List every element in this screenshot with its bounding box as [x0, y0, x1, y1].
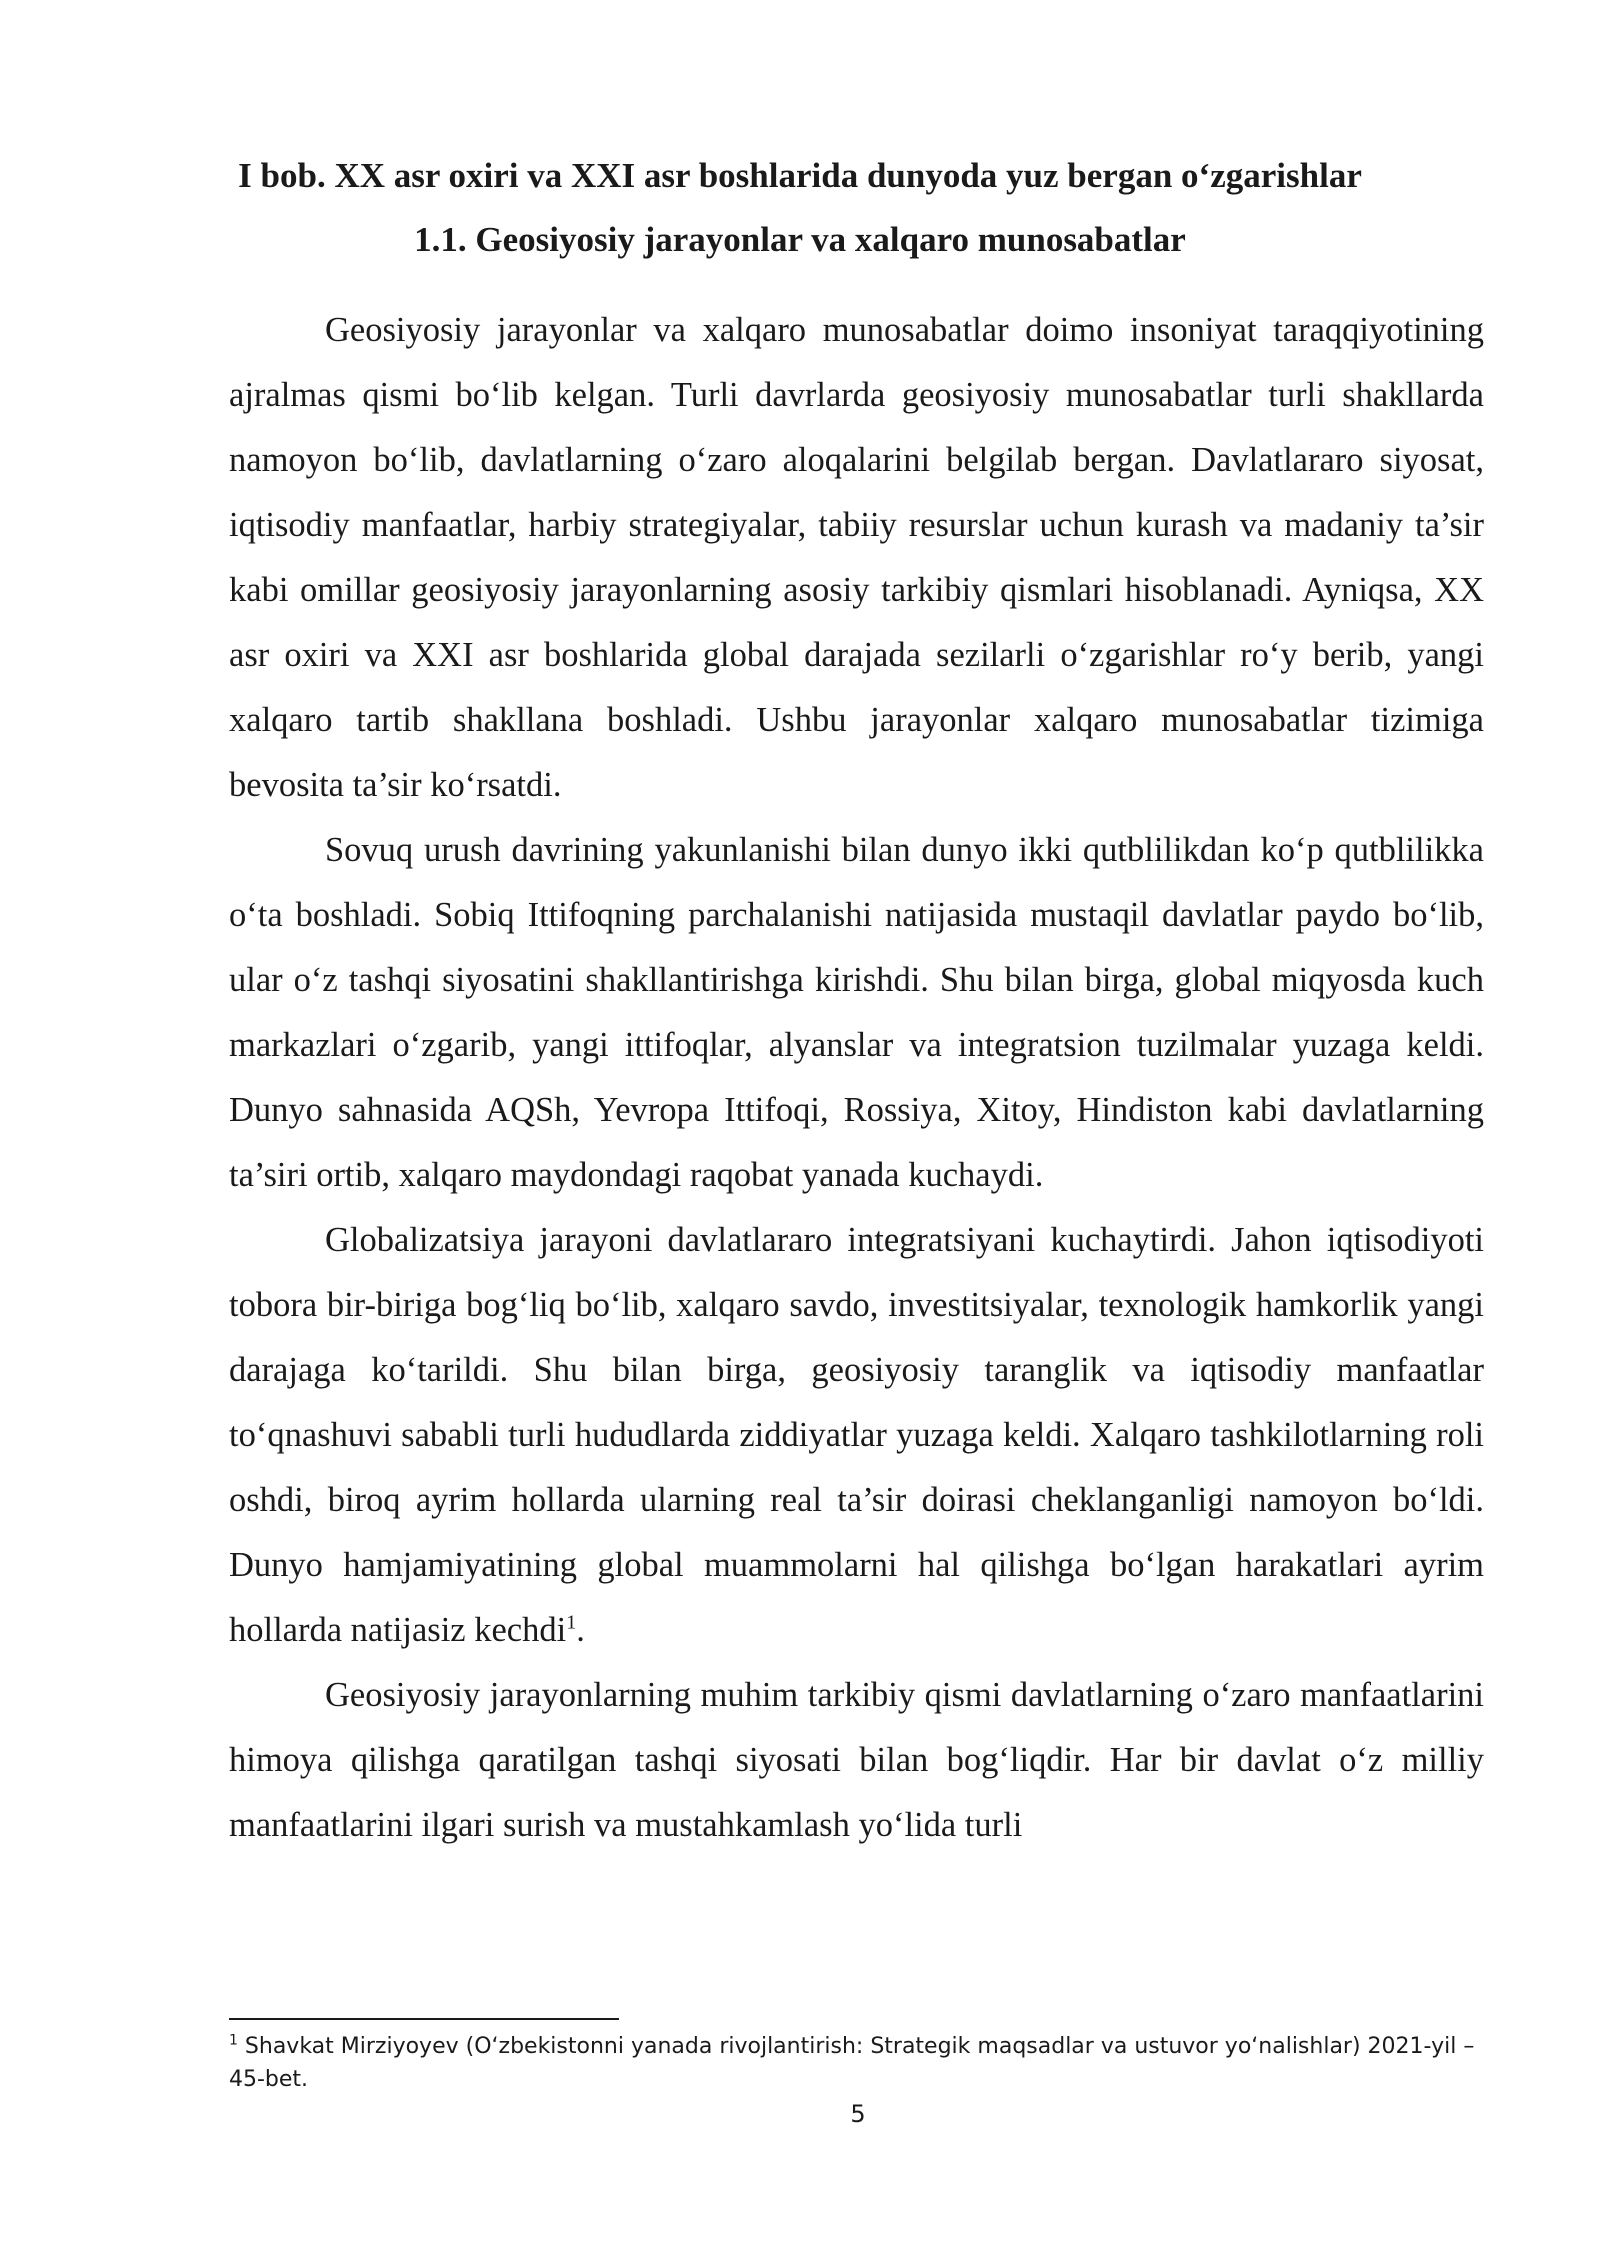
footnote-separator [229, 2018, 619, 2020]
footnote-number: 1 [229, 2032, 238, 2049]
footnote [229, 2030, 1484, 2096]
chapter-title: I bob. XX asr oxiri va XXI asr boshlarida dunyoda yuz bergan o‘zgarishlar [238, 156, 1362, 195]
footnote-reference[interactable]: 1 [566, 1611, 577, 1634]
paragraph-4: Geosiyosiy jarayonlarning muhim tarkibiy qismi davlatlarning o‘zaro manfaatlarini himoya qilishga qaratilgan tashqi siyosati bilan bog‘liqdir. Har bir davlat o‘z milliy manfaatlarini ilgari surish va mustahkamlash yo‘lida turli [229, 1676, 1484, 1844]
page-number: 5 [850, 2100, 866, 2128]
paragraph-1: Geosiyosiy jarayonlar va xalqaro munosabatlar doimo insoniyat taraqqiyotining ajralmas qismi bo‘lib kelgan. Turli davrlarda geosiyosiy munosabatlar turli shakllarda namoyon bo‘lib, davlatlarning o‘zaro aloqalarini belgilab bergan. Davlatlararo siyosat, iqtisodiy manfaatlar, harbiy strategiyalar, tabiiy resurslar uchun kurash va madaniy ta’sir kabi omillar geosiyosiy jarayonlarning asosiy tarkibiy qismlari hisoblanadi. Ayniqsa, XX asr oxiri va XXI asr boshlarida global darajada sezilarli o‘zgarishlar ro‘y berib, yangi xalqaro tartib shakllana boshladi. Ushbu jarayonlar xalqaro munosabatlar tizimiga bevosita ta’sir ko‘rsatdi. [229, 311, 1484, 804]
paragraph-2: Sovuq urush davrining yakunlanishi bilan dunyo ikki qutblilikdan ko‘p qutblilikka o‘ta boshladi. Sobiq Ittifoqning parchalanishi natijasida mustaqil davlatlar paydo bo‘lib, ular o‘z tashqi siyosatini shakllantirishga kirishdi. Shu bilan birga, global miqyosda kuch markazlari o‘zgarib, yangi ittifoqlar, alyanslar va integratsion tuzilmalar yuzaga keldi. Dunyo sahnasida AQSh, Yevropa Ittifoqi, Rossiya, Xitoy, Hindiston kabi davlatlarning ta’siri ortib, xalqaro maydondagi raqobat yanada kuchaydi. [229, 831, 1484, 1194]
section-title: 1.1. Geosiyosiy jarayonlar va xalqaro munosabatlar [414, 220, 1186, 259]
paragraph-3-text: Globalizatsiya jarayoni davlatlararo integratsiyani kuchaytirdi. Jahon iqtisodiyoti tobora bir-biriga bog‘liq bo‘lib, xalqaro savdo, investitsiyalar, texnologik hamkorlik yangi darajaga ko‘tarildi. Shu bilan birga, geosiyosiy taranglik va iqtisodiy manfaatlar to‘qnashuvi sababli turli hududlarda ziddiyatlar yuzaga keldi. Xalqaro tashkilotlarning roli oshdi, biroq ayrim hollarda ularning real ta’sir doirasi cheklanganligi namoyon bo‘ldi. Dunyo hamjamiyatining global muammolarni hal qilishga bo‘lgan harakatlari ayrim hollarda natijasiz kechdi [229, 1221, 1484, 1649]
paragraph-3-period: . [576, 1611, 585, 1649]
footnote-text: Shavkat Mirziyoyev (O‘zbekistonni yanada rivojlantirish: Strategik maqsadlar va ustuvor yo‘nalishlar) 2021-yil – 45-bet. [229, 2034, 1475, 2092]
body-text [229, 298, 1484, 1858]
paragraph-3 [229, 1208, 1484, 1663]
